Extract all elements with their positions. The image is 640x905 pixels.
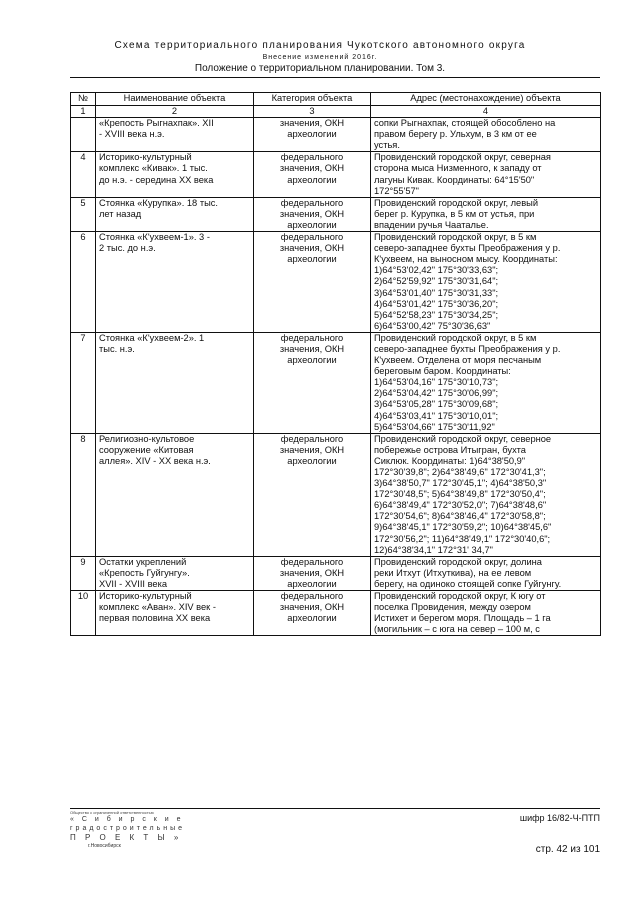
category-line: значения, ОКН: [279, 602, 345, 613]
name-line: - XVIII века н.э.: [99, 129, 165, 140]
name-line: Историко-культурный: [99, 591, 192, 602]
col-number-3: 3: [254, 106, 371, 118]
category-line: значения, ОКН: [279, 567, 345, 578]
col-number-1: 1: [71, 106, 96, 118]
object-name-cell: [96, 118, 254, 152]
address-line: Провиденский городской округ, северная: [374, 152, 551, 163]
object-address-cell: [371, 197, 601, 231]
table-header-row: [71, 93, 601, 106]
address-line: правом берегу р. Ульхум, в 3 км от ее: [374, 129, 537, 140]
address-line: 2)64°52'59,92" 175°30'31,64";: [374, 276, 499, 287]
address-line: 3)64°38'50,7" 172°30'45,1"; 4)64°38'50,3": [374, 478, 547, 489]
object-address-cell: [371, 556, 601, 590]
address-line: лагуны Кивак. Координаты: 64°15'50": [374, 174, 535, 185]
address-line: Провиденский городской округ, в 5 км: [374, 332, 537, 343]
address-line: 1)64°53'02,42" 175°30'33,63";: [374, 265, 499, 276]
document-subtitle: Внесение изменений 2016г.: [262, 54, 378, 61]
address-line: северо-западнее бухты Преображения у р.: [374, 343, 561, 354]
table-row: [71, 591, 601, 636]
address-line: Провиденский городской округ, долина: [374, 556, 542, 567]
table-row: [71, 152, 601, 197]
address-line: 2)64°53'04,42" 175°30'06,99";: [374, 388, 499, 399]
address-line: Провиденский городской округ, К югу от: [374, 591, 546, 602]
object-address-cell: [371, 232, 601, 333]
address-line: 5)64°53'04,66" 175°30'11,92": [374, 421, 495, 432]
object-name-cell: [96, 197, 254, 231]
object-category-cell: [254, 556, 371, 590]
address-line: 6)64°38'49,4" 172°30'52,0"; 7)64°38'48,6": [374, 500, 547, 511]
row-number: 8: [71, 433, 96, 556]
address-line: береговым баром. Координаты:: [374, 366, 511, 377]
table-row: [71, 118, 601, 152]
address-line: 9)64°38'45,1" 172°30'59,2"; 10)64°38'45,6": [374, 522, 552, 533]
document-title: Схема территориального планирования Чукотского автономного округа: [114, 40, 526, 51]
logo-line-3: П Р О Е К Т Ы »: [70, 833, 182, 842]
name-line: Стоянка «Курупка». 18 тыс.: [99, 197, 218, 208]
name-line: первая половина XX века: [99, 613, 211, 624]
object-name-cell: [96, 232, 254, 333]
object-name-cell: [96, 152, 254, 197]
address-line: 3)64°53'05,28" 175°30'09,68";: [374, 399, 499, 410]
object-name-cell: [96, 556, 254, 590]
address-line: берегу, на одиноко стоящей сопке Гуйгунгу.: [374, 578, 562, 589]
object-category-cell: [254, 197, 371, 231]
category-line: археологии: [287, 129, 337, 140]
address-line: Сиклюк. Координаты: 1)64°38'50,9": [374, 455, 526, 466]
company-logo: [70, 810, 200, 849]
object-address-cell: [371, 591, 601, 636]
logo-city: г.Новосибирск: [88, 843, 121, 849]
address-line: 172°30'39,8"; 2)64°38'49,6" 172°30'41,3";: [374, 467, 546, 477]
category-line: археологии: [287, 219, 337, 230]
row-number: 4: [71, 152, 96, 197]
object-category-cell: [254, 591, 371, 636]
address-line: 172°30'48,5"; 5)64°38'49,8" 172°30'50,4";: [374, 489, 546, 500]
object-address-cell: [371, 332, 601, 433]
name-line: комплекс «Кивак». 1 тыс.: [99, 163, 208, 174]
document-cipher: шифр 16/82-Ч-ПТП: [519, 813, 600, 823]
object-category-cell: [254, 433, 371, 556]
col-number-2: 2: [96, 106, 254, 118]
category-line: значения, ОКН: [279, 444, 345, 455]
logo-line-2: градостроительные: [70, 825, 186, 832]
address-line: поселка Провидения, между озером: [374, 602, 531, 613]
category-line: археологии: [287, 174, 337, 185]
address-line: 12)64°38'34,1" 172°31' 34,7": [374, 544, 493, 555]
category-line: археологии: [287, 254, 337, 265]
row-number: 10: [71, 591, 96, 636]
name-line: «Крепость Гуйгунгу».: [99, 567, 190, 578]
address-line: 5)64°52'58,23" 175°30'34,25";: [374, 309, 499, 320]
name-line: 2 тыс. до н.э.: [99, 243, 156, 254]
object-name-cell: [96, 591, 254, 636]
address-line: 4)64°53'03,41" 175°30'10,01";: [374, 410, 499, 421]
category-line: значения, ОКН: [279, 243, 345, 254]
address-line: К'ухвеем. Отделена от моря песчаным: [374, 355, 542, 366]
table-row: [71, 232, 601, 333]
name-line: комплекс «Аван». XIV век -: [99, 602, 216, 613]
category-line: федерального: [280, 332, 344, 343]
name-line: до н.э. - середина XX века: [99, 174, 214, 185]
column-number-row: [71, 106, 601, 118]
address-line: побережье острова Итыгран, бухта: [374, 444, 526, 455]
table-row: [71, 556, 601, 590]
row-number: 9: [71, 556, 96, 590]
object-name-cell: [96, 332, 254, 433]
category-line: федерального: [280, 197, 344, 208]
category-line: федерального: [280, 232, 344, 243]
address-line: северо-западнее бухты Преображения у р.: [374, 243, 561, 254]
category-line: федерального: [280, 433, 344, 444]
table-row: [71, 433, 601, 556]
name-line: тыс. н.э.: [99, 343, 135, 354]
name-line: Историко-культурный: [99, 152, 192, 163]
address-line: 4)64°53'01,42" 175°30'36,20";: [374, 298, 499, 309]
object-address-cell: [371, 152, 601, 197]
category-line: федерального: [280, 591, 344, 602]
address-line: 6)64°53'00,42" 75°30'36,63": [374, 320, 491, 331]
page-number: стр. 42 из 101: [535, 844, 600, 855]
name-line: XVII - XVIII века: [99, 578, 168, 589]
row-number: 7: [71, 332, 96, 433]
address-line: (могильник – с юга на север – 100 м, с: [374, 624, 540, 635]
table-body: [71, 118, 601, 636]
category-line: археологии: [287, 355, 337, 366]
category-line: значения, ОКН: [279, 118, 345, 129]
name-line: Стоянка «К'ухвеем-1». 3 -: [99, 232, 210, 243]
object-category-cell: [254, 118, 371, 152]
address-line: Провиденский городской округ, левый: [374, 197, 539, 208]
address-line: сопки Рыгнахпак, стоящей обособлено на: [374, 118, 556, 129]
object-address-cell: [371, 118, 601, 152]
document-section: Положение о территориальном планировании. Том 3.: [194, 63, 446, 74]
row-number: 5: [71, 197, 96, 231]
category-line: археологии: [287, 455, 337, 466]
row-number: 6: [71, 232, 96, 333]
address-line: Провиденский городской округ, в 5 км: [374, 232, 537, 243]
name-line: Остатки укреплений: [99, 556, 187, 567]
col-header-category: Категория объекта: [254, 93, 371, 106]
name-line: сооружение «Китовая: [99, 444, 194, 455]
object-category-cell: [254, 332, 371, 433]
address-line: К'ухвеем, на выносном мысу. Координаты:: [374, 254, 558, 265]
footer-divider: [70, 808, 600, 809]
col-header-name: Наименование объекта: [96, 93, 254, 106]
category-line: археологии: [287, 578, 337, 589]
header-divider: [70, 77, 600, 78]
object-category-cell: [254, 232, 371, 333]
name-line: Стоянка «К'ухвеем-2». 1: [99, 332, 205, 343]
address-line: берег р. Курупка, в 5 км от устья, при: [374, 208, 535, 219]
name-line: лет назад: [99, 208, 142, 219]
table-row: [71, 332, 601, 433]
row-number: [71, 118, 96, 152]
table-row: [71, 197, 601, 231]
address-line: 172°30'54,6"; 8)64°38'46,4" 172°30'58,8";: [374, 511, 546, 522]
category-line: значения, ОКН: [279, 343, 345, 354]
address-line: 172°55'57": [374, 185, 419, 196]
name-line: аллея». XIV - XX века н.э.: [99, 455, 211, 466]
object-name-cell: [96, 433, 254, 556]
heritage-objects-table: [70, 92, 601, 636]
address-line: впадении ручья Чааталье.: [374, 219, 489, 230]
address-line: 3)64°53'01,40" 175°30'31,33";: [374, 287, 499, 298]
address-line: Истихет и берегом моря. Площадь – 1 га: [374, 613, 551, 624]
logo-line-1: « С и б и р с к и е: [70, 816, 184, 823]
category-line: значения, ОКН: [279, 208, 345, 219]
col-header-address: Адрес (местонахождение) объекта: [371, 93, 601, 106]
category-line: археологии: [287, 613, 337, 624]
category-line: федерального: [280, 152, 344, 163]
col-number-4: 4: [371, 106, 601, 118]
category-line: значения, ОКН: [279, 163, 345, 174]
name-line: Религиозно-культовое: [99, 433, 195, 444]
object-category-cell: [254, 152, 371, 197]
address-line: реки Итхут (Итхуткива), на ее левом: [374, 567, 532, 578]
name-line: «Крепость Рыгнахпак». XII: [99, 118, 214, 129]
logo-company-form: Общество с ограниченной ответственностью: [70, 810, 154, 815]
object-address-cell: [371, 433, 601, 556]
col-header-number: №: [71, 93, 96, 106]
address-line: сторона мыса Низменного, к западу от: [374, 163, 542, 174]
category-line: федерального: [280, 556, 344, 567]
address-line: устья.: [374, 140, 400, 151]
address-line: Провиденский городской округ, северное: [374, 433, 552, 444]
address-line: 1)64°53'04,16" 175°30'10,73";: [374, 377, 499, 388]
address-line: 172°30'56,2"; 11)64°38'49,1" 172°30'40,6";: [374, 533, 551, 544]
